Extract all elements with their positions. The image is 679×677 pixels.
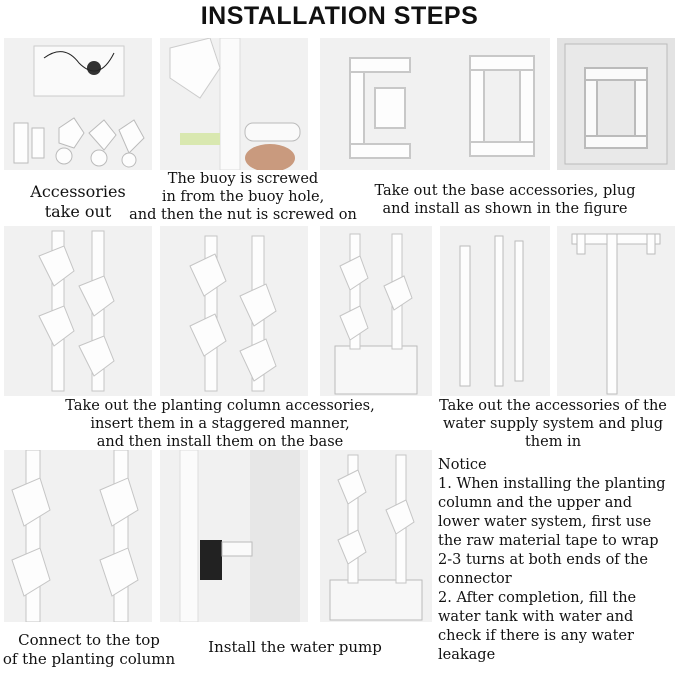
caption-line: and install as shown in the figure: [382, 201, 628, 217]
photo-water-supply-parts: [440, 226, 550, 396]
caption-line: take out: [44, 202, 112, 221]
notice-line: 2. After completion, fill the: [438, 590, 637, 606]
notice-line: 1. When installing the planting: [438, 476, 666, 492]
notice-line: leakage: [438, 647, 496, 663]
photo-base-parts: [320, 38, 550, 170]
caption-line: and then install them on the base: [96, 434, 344, 450]
caption-line: The buoy is screwed: [167, 171, 319, 187]
notice-line: check if there is any water: [438, 628, 634, 644]
caption-step3: [360, 182, 650, 218]
photo-top-connection: [4, 450, 152, 622]
notice-line: water tank with water and: [438, 609, 634, 625]
photo-base-tank: [557, 38, 675, 170]
caption-line: Take out the base accessories, plug: [374, 183, 636, 199]
caption-step4: [40, 397, 400, 451]
caption-step5: [418, 397, 679, 451]
page-title: INSTALLATION STEPS: [200, 2, 479, 30]
photo-column-on-base: [320, 226, 432, 396]
notice-line: lower water system, first use: [438, 514, 652, 530]
photo-water-supply-assembled: [557, 226, 675, 396]
caption-line: them in: [524, 434, 582, 450]
photo-installed-unit: [320, 450, 432, 622]
caption-line: water supply system and plug: [442, 416, 664, 432]
caption-line: Connect to the top: [18, 631, 160, 649]
caption-step7: [190, 638, 400, 656]
caption-line: in from the buoy hole,: [161, 189, 325, 205]
caption-step2: [118, 170, 368, 224]
notice-block: [438, 456, 676, 665]
notice-line: 2-3 turns at both ends of the: [438, 552, 649, 568]
caption-line: Accessories: [30, 182, 126, 201]
photo-column-parts: [4, 226, 152, 396]
notice-heading: Notice: [438, 457, 487, 473]
caption-line: insert them in a staggered manner,: [90, 416, 350, 432]
caption-line: Take out the planting column accessories,: [65, 398, 375, 414]
notice-line: the raw material tape to wrap: [438, 533, 659, 549]
caption-line: and then the nut is screwed on: [129, 207, 357, 223]
caption-step6: [0, 631, 178, 669]
caption-line: Take out the accessories of the: [439, 398, 667, 414]
photo-water-pump: [160, 450, 308, 622]
photo-buoy: [160, 38, 308, 170]
photo-column-staggered: [160, 226, 308, 396]
caption-line: Install the water pump: [208, 638, 382, 656]
photo-accessories: [4, 38, 152, 170]
caption-line: of the planting column: [2, 650, 176, 668]
notice-line: column and the upper and: [438, 495, 633, 511]
notice-line: connector: [438, 571, 512, 587]
